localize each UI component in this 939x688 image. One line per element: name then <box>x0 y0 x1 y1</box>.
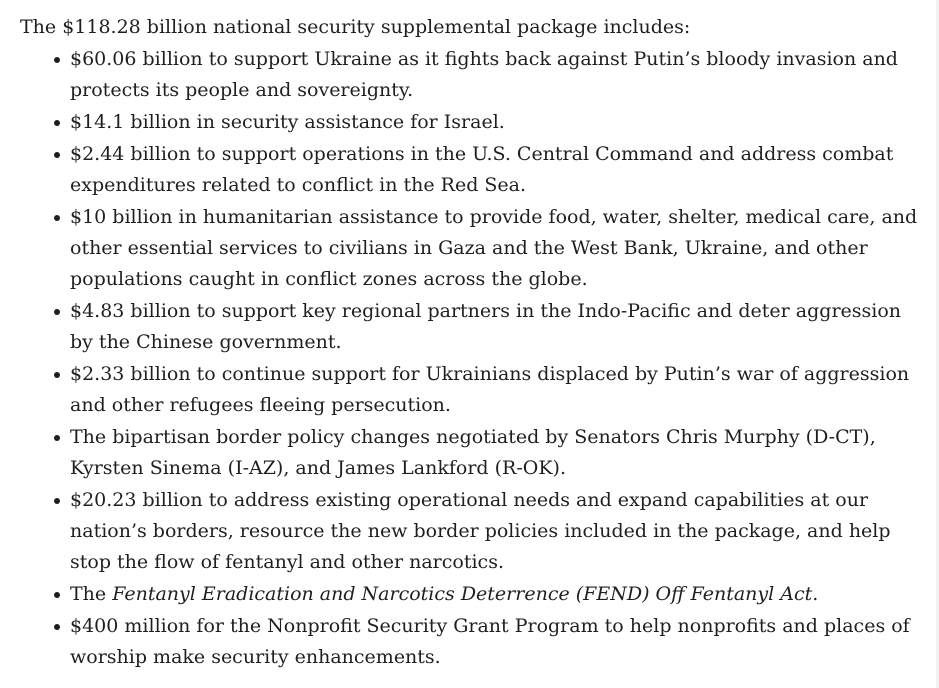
fend-act-title: Fentanyl Eradication and Narcotics Deterrence (FEND) Off Fentanyl Act <box>112 583 813 605</box>
list-item-humanitarian: $10 billion in humanitarian assistance to provide food, water, shelter, medical care, and other essential services to civilians in Gaza and the West Bank, Ukraine, and other populations caught in conflict zones across the globe. <box>70 202 925 295</box>
list-item-central-command: $2.44 billion to support operations in the U.S. Central Command and address combat expenditures related to conflict in the Red Sea. <box>70 139 925 201</box>
list-item-border-policy: The bipartisan border policy changes negotiated by Senators Chris Murphy (D-CT), Kyrsten Sinema (I-AZ), and James Lankford (R-OK). <box>70 422 925 484</box>
intro-text: The $118.28 billion national security supplemental package includes: <box>20 16 691 38</box>
document-body <box>20 12 925 674</box>
package-list <box>20 44 925 673</box>
list-item-indo-pacific: $4.83 billion to support key regional partners in the Indo-Pacific and deter aggression by the Chinese government. <box>70 296 925 358</box>
list-item-displaced-ukrainians: $2.33 billion to continue support for Ukrainians displaced by Putin’s war of aggression and other refugees fleeing persecution. <box>70 359 925 421</box>
fend-suffix: . <box>812 583 819 605</box>
list-item-ukraine: $60.06 billion to support Ukraine as it fights back against Putin’s bloody invasion and protects its people and sovereignty. <box>70 44 925 106</box>
fend-prefix: The <box>70 583 113 605</box>
list-item-fend-act <box>70 579 925 610</box>
list-item-nonprofit-security: $400 million for the Nonprofit Security Grant Program to help nonprofits and places of worship make security enhancements. <box>70 611 925 673</box>
list-item-israel: $14.1 billion in security assistance for Israel. <box>70 107 925 138</box>
list-item-border-funding: $20.23 billion to address existing operational needs and expand capabilities at our nation’s borders, resource the new border policies included in the package, and help stop the flow of fentanyl and other narcotics. <box>70 485 925 578</box>
